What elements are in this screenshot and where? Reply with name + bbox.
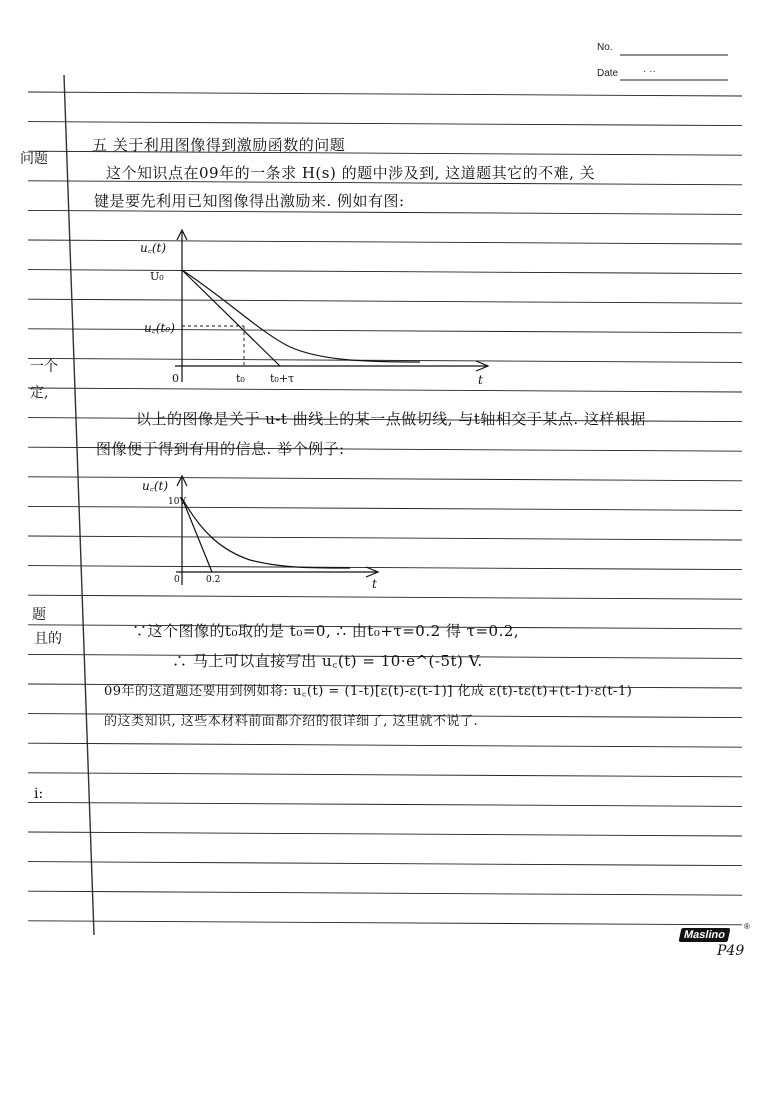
graph-1-ylabel: u꜀(t): [140, 241, 167, 255]
ruled-line: [28, 862, 742, 866]
graph-2: [140, 470, 400, 595]
paragraph-1-line-1: 这个知识点在09年的一条求 H(s) 的题中涉及到, 这道题其它的不难, 关: [106, 164, 596, 182]
graph-2-tangent-line: [182, 498, 212, 572]
graph-1: [120, 222, 510, 392]
paragraph-2-line-1: 以上的图像是关于 u-t 曲线上的某一点做切线, 与t轴相交于某点. 这样根据: [136, 410, 646, 428]
graph-1-t0tau-label: t₀+τ: [270, 372, 295, 385]
graph-1-u0-label: U₀: [150, 270, 164, 283]
margin-note-2: 一个: [30, 359, 58, 375]
margin-note-1: 问题: [20, 151, 48, 167]
margin-note-3: 定,: [30, 385, 49, 401]
section-title: 五 关于利用图像得到激励函数的问题: [92, 136, 346, 154]
graph-2-y0-label: 10V: [168, 497, 186, 507]
ruled-line: [28, 891, 742, 895]
ruled-line: [28, 92, 742, 96]
graph-2-x1-label: 0.2: [206, 575, 221, 585]
graph-2-xlabel: t: [372, 577, 377, 591]
ruled-line: [28, 773, 742, 777]
paragraph-3-line-2: ∴ 马上可以直接写出 u꜀(t) = 10·e^(-5t) V.: [172, 652, 483, 670]
graph-1-decay-curve: [182, 270, 420, 362]
registered-mark: ®: [744, 922, 750, 931]
page-number: P49: [717, 943, 745, 959]
margin-note-5: 且的: [34, 631, 62, 647]
ruled-line: [28, 802, 742, 806]
margin-note-6: i:: [34, 786, 44, 802]
graph-1-t0-label: t₀: [236, 372, 245, 385]
ruled-line: [28, 921, 742, 925]
paragraph-1-line-2: 键是要先利用已知图像得出激励来. 例如有图:: [94, 192, 405, 210]
paragraph-3-line-1: ∵这个图像的t₀取的是 t₀=0, ∴ 由t₀+τ=0.2 得 τ=0.2,: [132, 622, 520, 640]
paragraph-2-line-2: 图像便于得到有用的信息. 举个例子:: [96, 440, 345, 458]
ruled-line: [28, 122, 742, 126]
ruled-line: [28, 210, 742, 214]
paragraph-4-line-1: 09年的这道题还要用到例如将: u꜀(t) = (1-t)[ε(t)-ε(t-1)] 化成 ε(t)-tε(t)+(t-1)·ε(t-1): [104, 684, 633, 699]
date-dots: · ··: [643, 66, 656, 77]
ruled-line: [28, 832, 742, 836]
graph-2-decay-curve: [182, 498, 350, 568]
date-label: Date: [597, 68, 619, 79]
graph-1-tangent-line: [182, 270, 280, 366]
graph-1-origin-label: 0: [172, 372, 179, 385]
ruled-line: [28, 743, 742, 747]
no-label: No.: [597, 42, 613, 53]
paragraph-4-line-2: 的这类知识, 这些本材料前面都介绍的很详细了, 这里就不说了.: [104, 714, 479, 729]
graph-2-ylabel: u꜀(t): [142, 479, 169, 493]
graph-1-xlabel: t: [478, 373, 483, 387]
brand-logo: Maslino: [679, 928, 731, 942]
graph-2-origin-label: 0: [174, 575, 180, 585]
ruled-line: [28, 595, 742, 599]
margin-note-4: 题: [32, 607, 46, 623]
graph-1-uct0-label: u꜀(t₀): [144, 321, 175, 335]
